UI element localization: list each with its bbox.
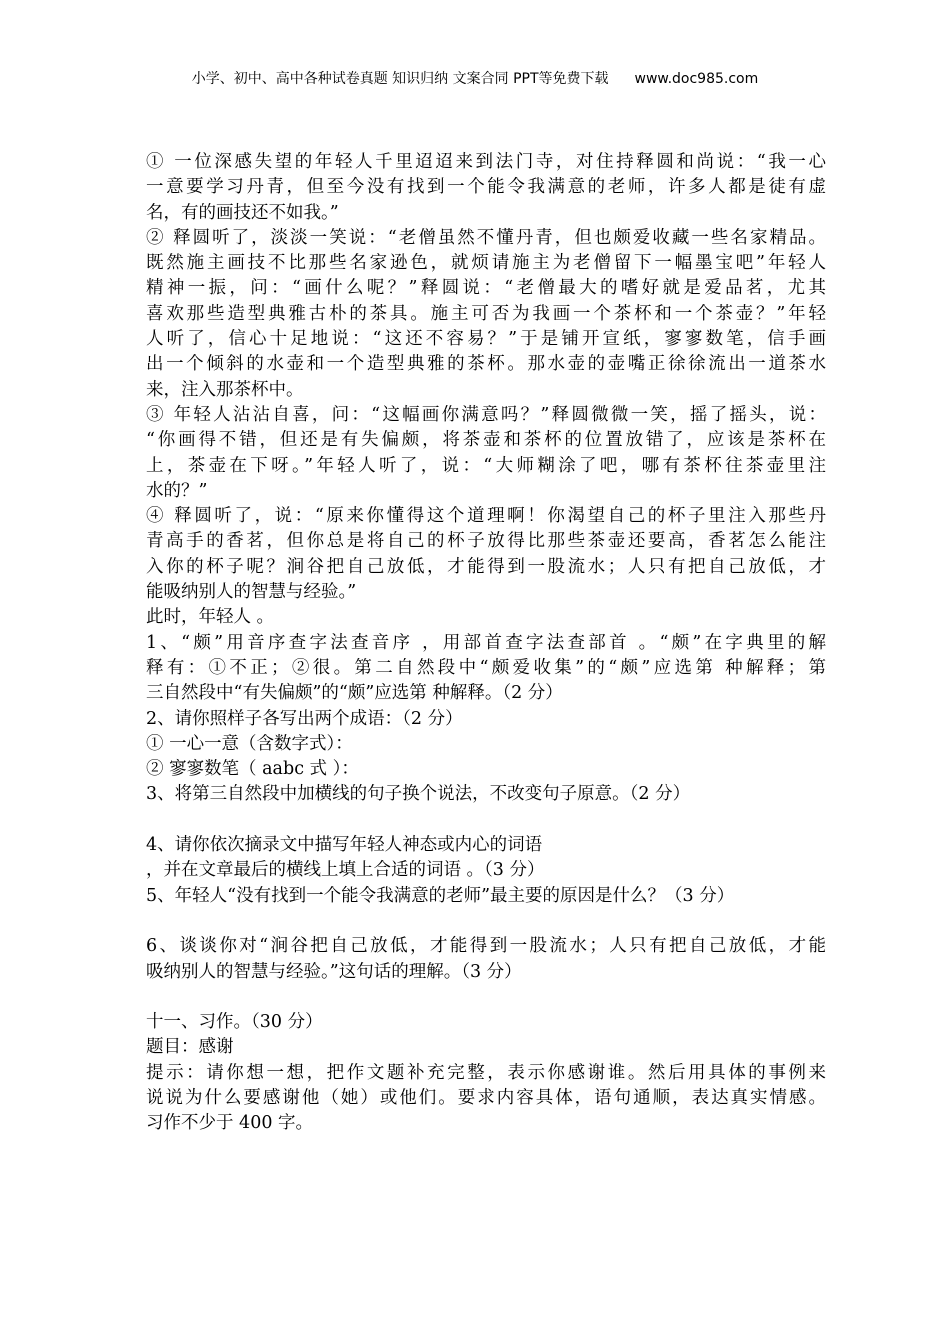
text-line: 名，有的画技还不如我。”: [146, 202, 339, 223]
blank-line: [146, 909, 826, 934]
text-line: 青高手的香茗，但你总是将自己的杯子放得比那些茶壶还要高，香茗怎么能注: [146, 531, 826, 552]
text-line: 人听了，信心十足地说：“这还不容易？”于是铺开宣纸，寥寥数笔，信手画: [146, 329, 826, 350]
page-header: [0, 69, 950, 89]
text-line: 上，茶壶在下呀。”年轻人听了，说：“大师糊涂了吧，哪有茶杯往茶壶里注: [146, 455, 826, 476]
text-line: 三自然段中“有失偏颇”的“颇”应选第 种解释。（2 分）: [146, 683, 563, 704]
blank-line: [146, 985, 826, 1010]
text-line: 入你的杯子呢？涧谷把自己放低，才能得到一股流水；人只有把自己放低，才: [146, 556, 826, 577]
text-line: 既然施主画技不比那些名家逊色，就烦请施主为老僧留下一幅墨宝吧”年轻人: [146, 253, 826, 274]
text-line: 2、请你照样子各写出两个成语：（2 分）: [146, 708, 463, 729]
text-line: 喜欢那些造型典雅古朴的茶具。施主可否为我画一个茶杯和一个茶壶？”年轻: [146, 303, 826, 324]
text-line: 十一、习作。（30 分）: [146, 1012, 323, 1033]
text-line: ② 释圆听了，淡淡一笑说：“老僧虽然不懂丹青，但也颇爱收藏一些名家精品。: [146, 227, 826, 248]
text-line: 6、谈谈你对“涧谷把自己放低，才能得到一股流水；人只有把自己放低，才能: [146, 936, 826, 957]
text-line: “你画得不错，但还是有失偏颇，将茶壶和茶杯的位置放错了，应该是茶杯在: [146, 430, 826, 451]
text-line: 能吸纳别人的智慧与经验。”: [146, 582, 357, 603]
document-body: [146, 150, 826, 1137]
text-line: ③ 年轻人沾沾自喜，问：“这幅画你满意吗？”释圆微微一笑，摇了摇头，说：: [146, 404, 826, 425]
text-line: 4、请你依次摘录文中描写年轻人神态或内心的词语: [146, 835, 543, 856]
text-line: ② 寥寥数笔（ aabc 式 ）：: [146, 759, 359, 780]
text-line: 5、年轻人“没有找到一个能令我满意的老师”最主要的原因是什么？（3 分）: [146, 885, 735, 906]
text-line: 习作不少于 400 字。: [146, 1113, 314, 1134]
text-line: 1、“颇”用音序查字法查音序 ，用部首查字法查部首 。“颇”在字典里的解: [146, 632, 826, 653]
text-line: 题目：感谢: [146, 1037, 234, 1058]
text-line: 提示：请你想一想，把作文题补充完整，表示你感谢谁。然后用具体的事例来: [146, 1062, 826, 1083]
text-line: 释有：①不正；②很。第二自然段中“颇爱收集”的“颇”应选第 种解释；第: [146, 657, 826, 678]
text-line: 说说为什么要感谢他（她）或他们。要求内容具体，语句通顺，表达真实情感。: [146, 1087, 826, 1108]
header-site-url: www.doc985.com: [634, 71, 759, 87]
text-line: 此时，年轻人 。: [146, 607, 275, 628]
text-line: 3、将第三自然段中加横线的句子换个说法，不改变句子原意。（2 分）: [146, 784, 691, 805]
text-line: 一意要学习丹青，但至今没有找到一个能令我满意的老师，许多人都是徒有虚: [146, 177, 826, 198]
text-line: 出一个倾斜的水壶和一个造型典雅的茶杯。那水壶的壶嘴正徐徐流出一道茶水: [146, 354, 826, 375]
text-line: 吸纳别人的智慧与经验。”这句话的理解。（3 分）: [146, 961, 522, 982]
header-text: 小学、初中、高中各种试卷真题 知识归纳 文案合同 PPT等免费下载: [191, 71, 609, 87]
text-line: 精神一振，问：“画什么呢？”释圆说：“老僧最大的嗜好就是爱品茗，尤其: [146, 278, 826, 299]
text-line: ④ 释圆听了，说：“原来你懂得这个道理啊！你渴望自己的杯子里注入那些丹: [146, 506, 826, 527]
text-line: 来，注入那茶杯中。: [146, 379, 304, 400]
blank-line: [146, 808, 826, 833]
text-line: ，并在文章最后的横线上填上合适的词语 。（3 分）: [146, 860, 545, 881]
text-line: 水的？”: [146, 480, 208, 501]
text-line: ① 一位深感失望的年轻人千里迢迢来到法门寺，对住持释圆和尚说：“我一心: [146, 152, 826, 172]
text-line: ① 一心一意（含数字式）：: [146, 733, 353, 754]
